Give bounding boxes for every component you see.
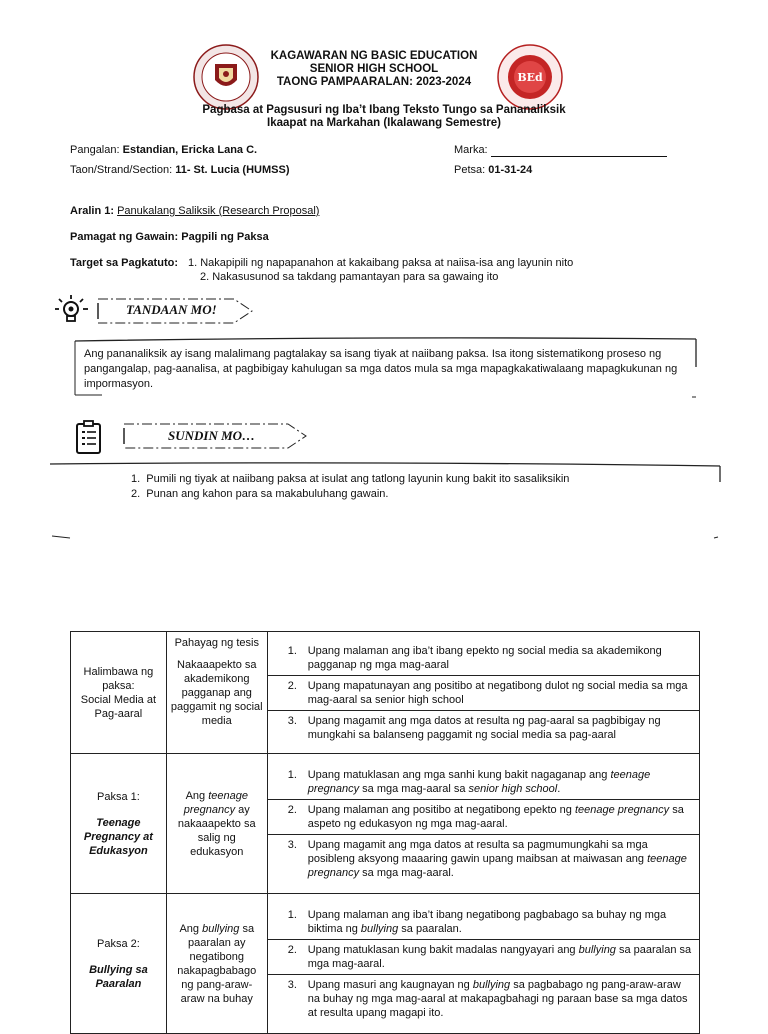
target-item-1: 1. Nakapipili ng napapanahon at kakaibang paksa at naiisa-isa ang layunin nito: [188, 257, 574, 269]
paksa-cell: [71, 754, 167, 894]
sundin-step-1: 1. Pumili ng tiyak at naiibang paksa at isulat ang tatlong layunin kung bakit ito sasaliksikin: [131, 473, 570, 485]
department-title: KAGAWARAN NG BASIC EDUCATION: [270, 50, 478, 62]
layunin-cell: [267, 894, 699, 1034]
table-row: [71, 632, 700, 754]
lightbulb-icon: [54, 294, 90, 331]
layunin-item: 2. Upang malaman ang positibo at negatibong epekto ng teenage pregnancy sa aspeto ng edukasyon ng mga mag-aaral.: [268, 799, 699, 834]
layunin-item: 1. Upang malaman ang iba’t ibang epekto ng social media sa akademikong pagganap ng mga mag-aaral: [287, 644, 662, 671]
layunin-item: 3. Upang magamit ang mga datos at resulta ng pag-aaral sa pagbibigay ng mungkahi sa balanseng paggamit ng social media sa pag-aaral: [268, 710, 699, 745]
section-row: [70, 163, 289, 177]
layunin-item: 3. Upang magamit ang mga datos at resulta sa pagmumungkahi sa mga posibleng aksyong maaaring gawin upang maibsan at maiwasan ang teenage pregnancy sa mga mag-aaral.: [268, 834, 699, 883]
subject-title: Pagbasa at Pagsusuri ng Iba’t Ibang Teksto Tungo sa Pananaliksik: [202, 104, 566, 116]
bed-logo-mark: BEd: [517, 71, 543, 84]
tesis-text: Ang bullying sa paaralan ay negatibong nakapagbabago ng pang-araw-araw na buhay: [177, 922, 257, 1005]
school-year: TAONG PAMPAARALAN: 2023-2024: [276, 76, 472, 88]
aralin-label: Aralin 1:: [70, 205, 115, 217]
quarter-title: Ikaapat na Markahan (Ikalawang Semestre): [267, 117, 501, 129]
aralin-value: Panukalang Saliksik (Research Proposal): [117, 205, 320, 217]
petsa-label: Petsa:: [454, 164, 486, 176]
name-value: Estandian, Ericka Lana C.: [122, 144, 258, 156]
tesis-text: Nakaaapekto sa akademikong pagganap ang paggamit ng social media: [170, 659, 263, 727]
sundin-title: SUNDIN MO…: [168, 428, 256, 443]
paksa-label: Halimbawa ng paksa:: [83, 665, 154, 692]
clipboard-icon: [74, 419, 104, 460]
table-row: [71, 894, 700, 1034]
tesis-label: Pahayag ng tesis: [174, 637, 259, 649]
layunin-item: 2. Upang mapatunayan ang positibo at negatibong dulot ng social media sa mga mag-aaral sa senior high school: [268, 675, 699, 710]
tesis-cell: [166, 894, 267, 1034]
sundin-step-2: 2. Punan ang kahon para sa makabuluhang gawain.: [131, 488, 389, 500]
pamagat-row: [70, 230, 269, 244]
table-row: [71, 754, 700, 894]
tesis-text: Ang teenage pregnancy ay nakaaapekto sa salig ng edukasyon: [177, 789, 256, 858]
marka-row: [454, 143, 667, 157]
tesis-cell: [166, 632, 267, 754]
layunin-item: 2. Upang matuklasan kung bakit madalas nangyayari ang bullying sa paaralan sa mga mag-aaral.: [268, 939, 699, 974]
petsa-value: 01-31-24: [488, 164, 533, 176]
paksa-cell: [71, 894, 167, 1034]
layunin-item: 1. Upang malaman ang iba’t ibang negatibong pagbabago sa buhay ng mga biktima ng bullying sa paaralan.: [287, 908, 667, 935]
target-item-2: 2. Nakasusunod sa takdang pamantayan para sa gawaing ito: [200, 271, 499, 283]
layunin-cell: [267, 754, 699, 894]
tandaan-title: TANDAAN MO!: [126, 302, 217, 317]
name-row: [70, 143, 257, 157]
paksa-title: Bullying sa Paaralan: [89, 963, 148, 990]
paksa-label: Paksa 1:: [97, 790, 140, 803]
paksa-cell: [71, 632, 167, 754]
tesis-cell: [166, 754, 267, 894]
pamagat-label: Pamagat ng Gawain:: [70, 231, 179, 243]
marka-blank[interactable]: [491, 144, 667, 157]
pamagat-value: Pagpili ng Paksa: [181, 231, 269, 243]
school-level: SENIOR HIGH SCHOOL: [309, 63, 439, 75]
activity-table: [70, 631, 700, 1034]
layunin-item: 3. Upang masuri ang kaugnayan ng bullying sa pagbabago ng pang-araw-araw na buhay ng mga mag-aaral at makapagbahagi ng paraan base sa mga datos at resulta upang magapi ito.: [268, 974, 699, 1023]
tandaan-text: Ang pananaliksik ay isang malalimang pagtalakay sa isang tiyak at naiibang paksa. Isa itong sistematikong proseso ng pangangalap, pag-aanalisa, at pagbibigay kahulugan sa mga datos mula sa mga mapagkakatiwalaang mapagkukunan ng impormasyon.: [84, 348, 678, 390]
aralin-row: [70, 204, 319, 218]
target-label: Target sa Pagkatuto:: [70, 257, 178, 269]
section-value: 11- St. Lucia (HUMSS): [175, 164, 290, 176]
paksa-label: Paksa 2:: [97, 937, 140, 950]
marka-label: Marka:: [454, 144, 488, 156]
layunin-cell: [267, 632, 699, 754]
name-label: Pangalan:: [70, 144, 120, 156]
petsa-row: [454, 163, 532, 177]
section-label: Taon/Strand/Section:: [70, 164, 173, 176]
layunin-item: 1. Upang matuklasan ang mga sanhi kung bakit nagaganap ang teenage pregnancy sa mga mag-aaral sa senior high school.: [287, 768, 651, 795]
paksa-title: Social Media at Pag-aaral: [80, 693, 157, 720]
paksa-title: Teenage Pregnancy at Edukasyon: [83, 816, 153, 857]
